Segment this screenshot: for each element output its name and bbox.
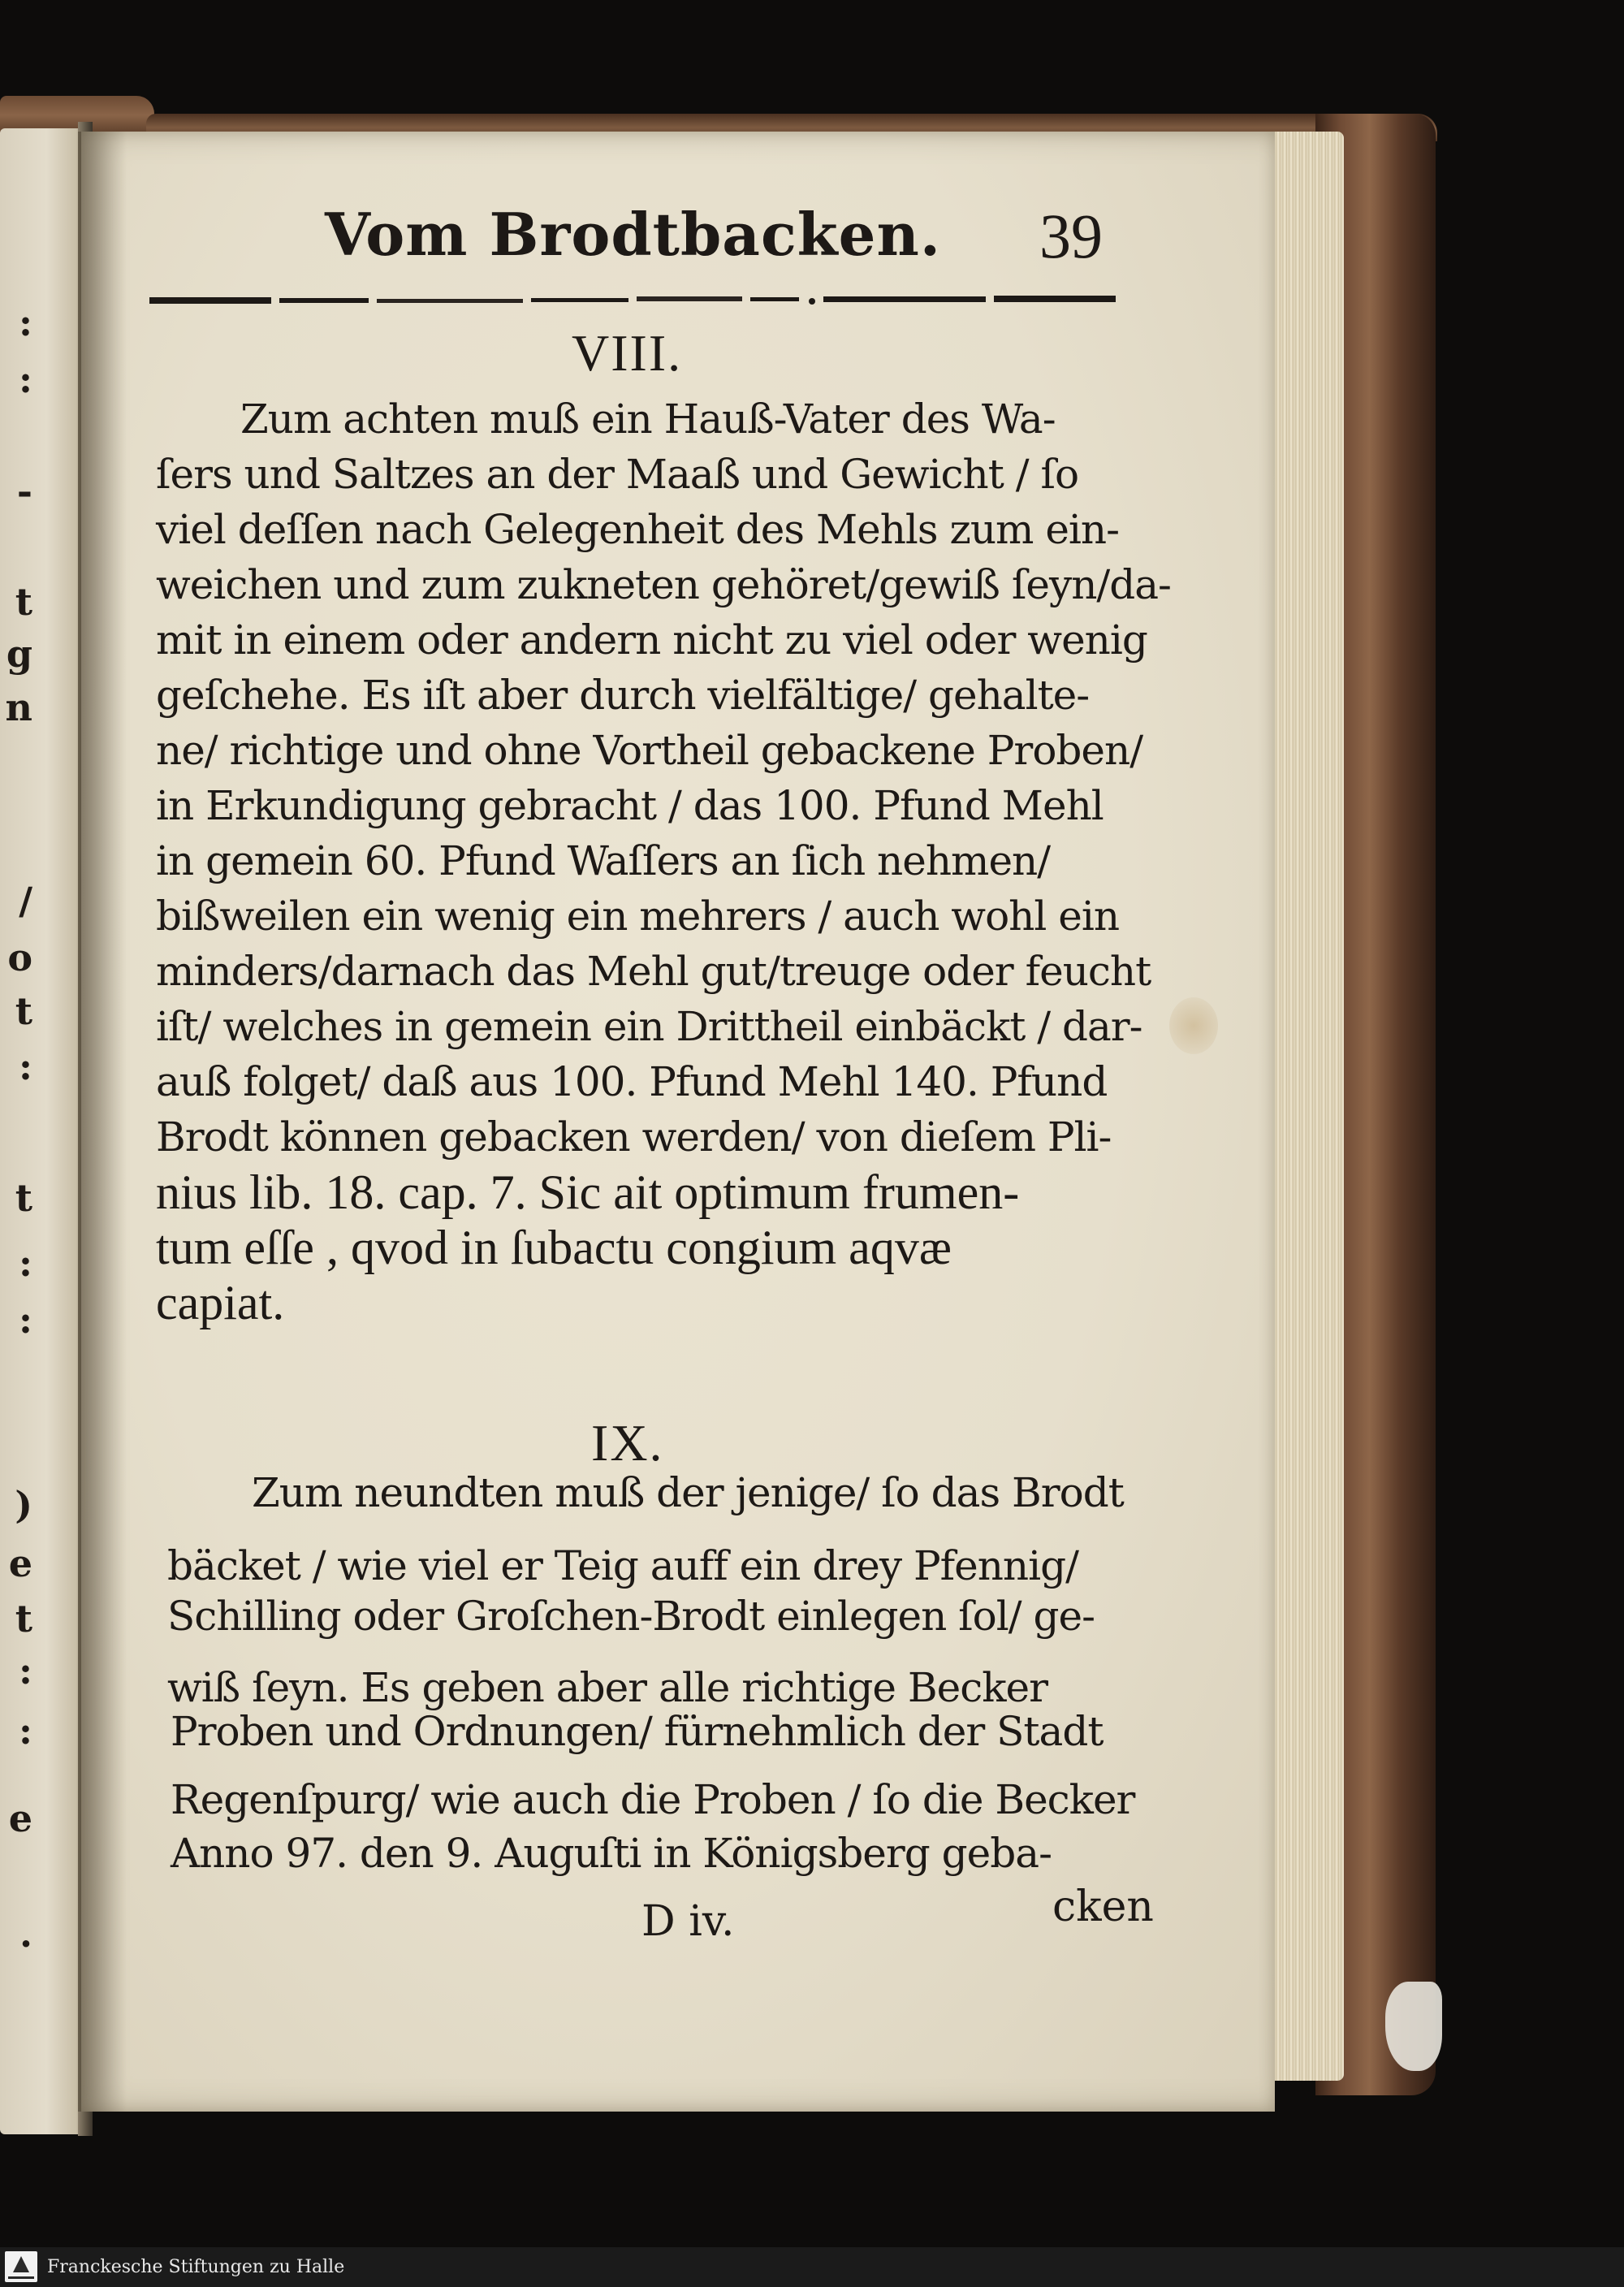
text-line: Brodt können gebacken werden/ von dieſem Pli-: [156, 1113, 1112, 1161]
institution-logo-icon: [5, 2251, 37, 2282]
previous-page-edge: [0, 128, 84, 2134]
text-line: Zum achten muß ein Hauß-Vater des Wa-: [240, 396, 1056, 443]
previous-page-fragment: -: [16, 469, 32, 513]
text-line: minders/darnach das Mehl gut/treuge oder feucht: [156, 948, 1151, 995]
previous-page-fragment: t: [15, 580, 32, 624]
section-number: VIII.: [572, 324, 683, 382]
previous-page-fragment: .: [19, 1912, 32, 1956]
text-line: in gemein 60. Pfund Waſſers an ſich nehmen/: [156, 837, 1051, 884]
previous-page-fragment: :: [19, 1298, 32, 1342]
previous-page-fragment: t: [15, 1176, 32, 1220]
text-line: auß folget/ daß aus 100. Pfund Mehl 140. Pfund: [156, 1058, 1108, 1105]
previous-page-fragment: :: [19, 1241, 32, 1285]
text-line: viel deſſen nach Gelegenheit des Mehls zum ein-: [156, 506, 1120, 553]
previous-page-fragment: n: [5, 685, 32, 729]
text-line: Proben und Ordnungen/ fürnehmlich der Stadt: [171, 1708, 1104, 1755]
text-line: Schilling oder Groſchen-Brodt einlegen ſol/ ge-: [167, 1593, 1095, 1640]
gutter-shadow: [78, 132, 127, 2112]
cover-damage: [1385, 1982, 1442, 2071]
institution-credit: Franckesche Stiftungen zu Halle: [47, 2257, 345, 2277]
section-number: IX.: [591, 1414, 664, 1472]
text-line: ne/ richtige und ohne Vortheil gebackene Proben/: [156, 727, 1143, 774]
previous-page-fragment: e: [8, 1541, 32, 1585]
previous-page-fragment: o: [7, 936, 32, 979]
previous-page-fragment: e: [8, 1796, 32, 1840]
header-rule: [149, 294, 1116, 307]
previous-page-fragment: /: [19, 879, 32, 923]
text-line: capiat.: [156, 1276, 285, 1329]
previous-page-fragment: :: [19, 1649, 32, 1693]
previous-page-fragment: :: [19, 357, 32, 401]
previous-page-fragment: :: [19, 1709, 32, 1753]
text-line: Regenſpurg/ wie auch die Proben / ſo die Becker: [171, 1776, 1135, 1823]
text-line: wiß ſeyn. Es geben aber alle richtige Becker: [167, 1664, 1048, 1711]
text-line: bißweilen ein wenig ein mehrers / auch wohl ein: [156, 893, 1120, 940]
text-line: iſt/ welches in gemein ein Drittheil einbäckt / dar-: [156, 1003, 1142, 1050]
previous-page-fragment: :: [19, 1044, 32, 1088]
paper-stain: [1169, 997, 1218, 1054]
text-line: weichen und zum zukneten gehöret/gewiß ſeyn/da-: [156, 561, 1171, 608]
text-line: tum eſſe , qvod in ſubactu congium aqvæ: [156, 1221, 952, 1274]
catchword: cken: [1052, 1883, 1154, 1931]
previous-page-fragment: t: [15, 1597, 32, 1641]
text-line: geſchehe. Es iſt aber durch vielfältige/ gehalte-: [156, 672, 1090, 719]
text-line: Zum neundten muß der jenige/ ſo das Brodt: [252, 1469, 1124, 1516]
previous-page-fragment: g: [6, 632, 32, 676]
text-line: nius lib. 18. cap. 7. Sic ait optimum frumen-: [156, 1165, 1020, 1219]
running-head: Vom Brodtbacken.: [325, 200, 941, 269]
signature-mark: D iv.: [641, 1897, 735, 1946]
text-line: in Erkundigung gebracht / das 100. Pfund Mehl: [156, 782, 1104, 829]
previous-page-fragment: ): [15, 1483, 32, 1527]
footer-bar: [0, 2247, 1624, 2287]
text-line: Anno 97. den 9. Auguſti in Königsberg geba-: [171, 1830, 1052, 1877]
text-line: bäcket / wie viel er Teig auff ein drey Pfennig/: [167, 1542, 1078, 1589]
previous-page-fragment: t: [15, 989, 32, 1033]
page-number: 39: [1039, 201, 1103, 271]
previous-page-fragment: :: [19, 300, 32, 344]
text-line: mit in einem oder andern nicht zu viel oder wenig: [156, 616, 1147, 664]
text-line: ſers und Saltzes an der Maaß und Gewicht / ſo: [156, 451, 1079, 498]
